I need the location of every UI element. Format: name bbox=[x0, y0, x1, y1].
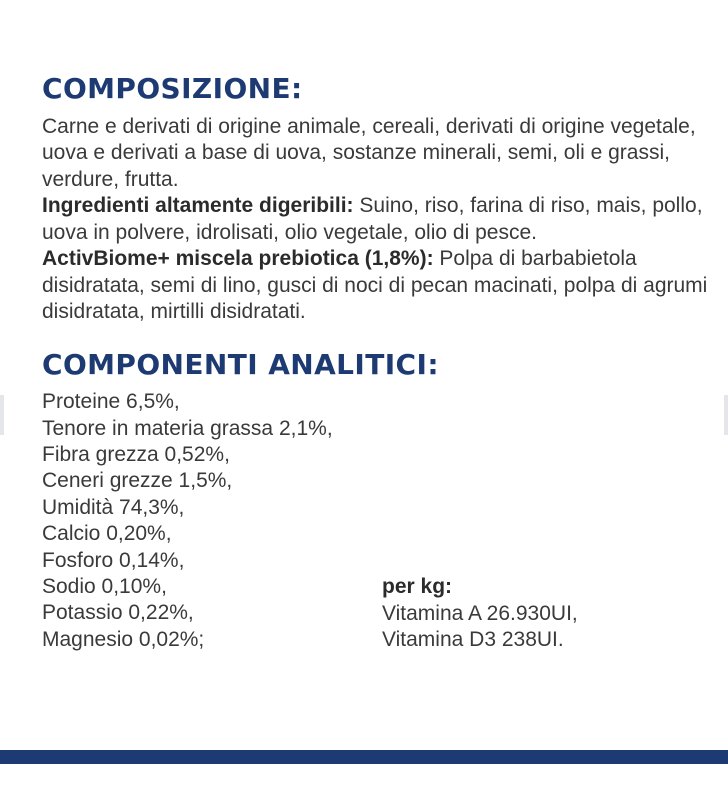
analytics-item-calcium: Calcio 0,20%, bbox=[42, 522, 172, 546]
per-kg-item-vitamin-a: Vitamina A 26.930UI, bbox=[382, 601, 578, 625]
composition-heading: COMPOSIZIONE: bbox=[42, 72, 303, 105]
left-edge-decoration bbox=[0, 395, 4, 435]
analytics-item-magnesium: Magnesio 0,02%; bbox=[42, 627, 205, 651]
analytics-item-moisture: Umidità 74,3%, bbox=[42, 495, 185, 519]
per-kg-label: per kg: bbox=[382, 575, 453, 599]
analytics-item-fat: Tenore in materia grassa 2,1%, bbox=[42, 416, 333, 440]
analytics-heading: COMPONENTI ANALITICI: bbox=[42, 347, 439, 381]
composition-paragraph bbox=[42, 114, 714, 326]
analytics-item-phosphorus: Fosforo 0,14%, bbox=[42, 548, 185, 572]
composition-intro: Carne e derivati di origine animale, cereali, derivati di origine vegetale, uova e derivati a base di uova, sostanze minerali, semi, oli e grassi, verdure, frutta. bbox=[42, 114, 696, 191]
analytics-list bbox=[42, 389, 714, 653]
per-kg-block bbox=[382, 574, 578, 653]
analytics-item-ash: Ceneri grezze 1,5%, bbox=[42, 469, 233, 493]
analytics-section bbox=[42, 389, 714, 653]
prebiotic-text: Polpa di barbabietola disidratata, semi di lino, gusci di noci di pecan macinati, polpa di agrumi disidratata, mirtilli disidratati. bbox=[42, 247, 708, 324]
right-edge-decoration bbox=[724, 395, 728, 435]
footer-bar bbox=[0, 750, 728, 764]
digestible-label: Ingredienti altamente digeribili: bbox=[42, 194, 354, 218]
analytics-item-protein: Proteine 6,5%, bbox=[42, 390, 180, 414]
analytics-item-sodium: Sodio 0,10%, bbox=[42, 575, 167, 599]
analytics-item-fibre: Fibra grezza 0,52%, bbox=[42, 443, 230, 466]
digestible-text: Suino, riso, farina di riso, mais, pollo, uova in polvere, idrolisati, olio vegetale, olio di pesce. bbox=[42, 194, 703, 244]
per-kg-item-vitamin-d3: Vitamina D3 238UI. bbox=[382, 628, 564, 651]
prebiotic-label: ActivBiome+ miscela prebiotica (1,8%): bbox=[42, 247, 434, 271]
label-panel bbox=[42, 72, 714, 653]
analytics-item-potassium: Potassio 0,22%, bbox=[42, 601, 194, 625]
per-kg-list bbox=[382, 601, 578, 654]
